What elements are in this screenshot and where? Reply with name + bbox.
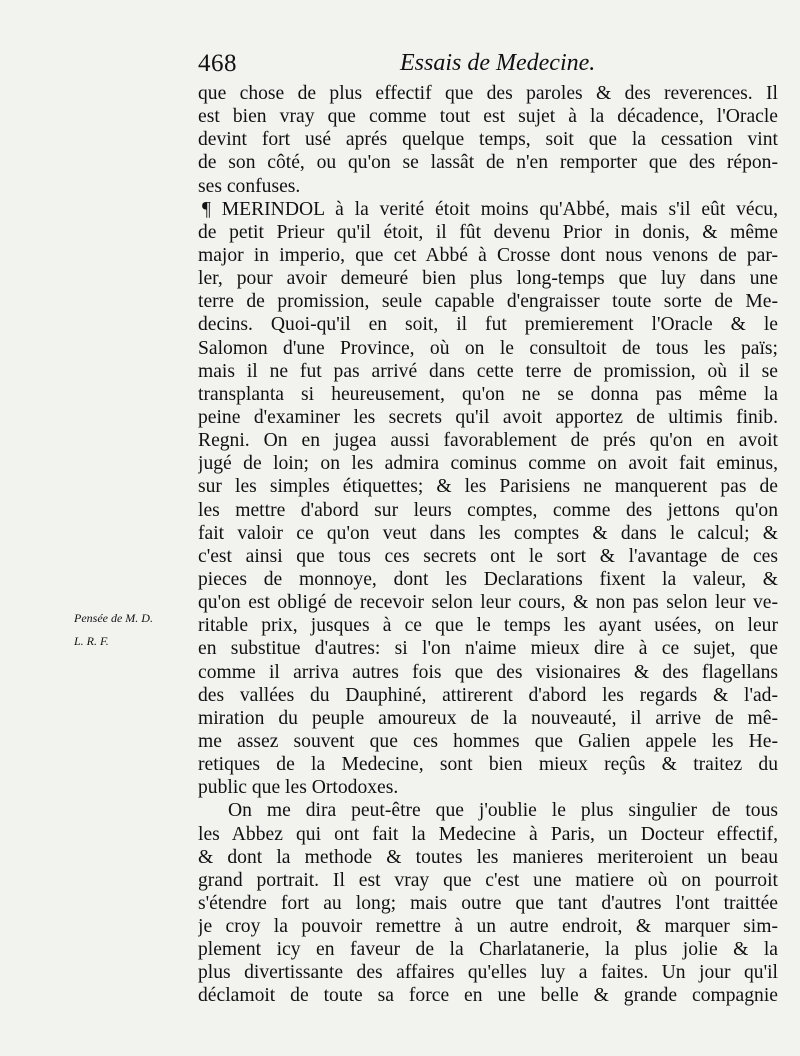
text-line: je croy la pouvoir remettre à un autre endroit, & marquer sim- xyxy=(198,916,778,938)
text-line: miration du peuple amoureux de la nouveauté, il arrive de mê- xyxy=(198,707,778,729)
text-line: ses confuses. xyxy=(198,175,301,197)
text-line: de petit Prieur qu'il étoit, il fût devenu Prior in donis, & même xyxy=(198,221,778,243)
text-line: les Abbez qui ont fait la Medecine à Paris, un Docteur effectif, xyxy=(198,823,778,845)
text-line: grand portrait. Il est vray que c'est une matiere où on pourroit xyxy=(198,869,778,891)
margin-note-line: L. R. F. xyxy=(74,634,109,648)
text-line: retiques de la Medecine, sont bien mieux reçûs & traitez du xyxy=(198,754,778,776)
text-line: public que les Ortodoxes. xyxy=(198,777,399,799)
margin-note-line: Pensée de M. D. xyxy=(74,611,153,625)
text-line: Salomon d'une Province, où on le consultoit de tous les païs; xyxy=(198,337,778,359)
text-line: que chose de plus effectif que des paroles & des reverences. Il xyxy=(198,83,778,104)
paragraph-start-line: ¶ MERINDOL à la verité étoit moins qu'Abbé, mais s'il eût vécu, xyxy=(202,198,778,220)
text-line: déclamoit de toute sa force en une belle & grande compagnie xyxy=(198,985,778,1007)
margin-note xyxy=(74,607,194,653)
body-text xyxy=(198,82,778,1008)
text-line: mais il ne fut pas arrivé dans cette terre de promission, où il se xyxy=(198,360,778,382)
text-line: me assez souvent que ces hommes que Galien appele les He- xyxy=(198,730,778,752)
text-line: en substitue d'autres: si l'on n'aime mieux dire à ce sujet, que xyxy=(198,638,778,660)
text-line: de son côté, ou qu'on se lassât de n'en remporter que des répon- xyxy=(198,152,778,174)
text-line: c'est ainsi que tous ces secrets ont le sort & l'avantage de ces xyxy=(198,545,778,567)
text-line: decins. Quoi-qu'il en soit, il fut premierement l'Oracle & le xyxy=(198,314,778,336)
text-line: les mettre d'abord sur leurs comptes, comme des jettons qu'on xyxy=(198,499,778,521)
text-line: fait valoir ce qu'on veut dans les comptes & dans le calcul; & xyxy=(198,522,778,544)
text-line: Regni. On en jugea aussi favorablement de prés qu'on en avoit xyxy=(198,430,778,452)
text-line: s'étendre fort au long; mais outre que tant d'autres l'ont traittée xyxy=(198,892,778,914)
text-line: sur les simples étiquettes; & les Parisiens ne manquerent pas de xyxy=(198,476,778,498)
text-line: ler, pour avoir demeuré bien plus long-temps que luy dans une xyxy=(198,268,778,290)
running-title: Essais de Medecine. xyxy=(400,50,596,76)
text-line: devint fort usé aprés quelque temps, soit que la cessation vint xyxy=(198,129,778,151)
paragraph-start-line: On me dira peut-être que j'oublie le plus singulier de tous xyxy=(228,800,778,822)
text-line: ritable prix, jusques à ce que le temps les ayant usées, on leur xyxy=(198,615,778,637)
text-line: jugé de loin; on les admira cominus comme on avoit fait eminus, xyxy=(198,453,778,475)
page-number: 468 xyxy=(198,50,237,77)
text-line: des vallées du Dauphiné, attirerent d'abord les regards & l'ad- xyxy=(198,684,778,706)
text-line: & dont la methode & toutes les manieres meriteroient un beau xyxy=(198,846,778,868)
page-header xyxy=(198,50,778,80)
text-line: major in imperio, que cet Abbé à Crosse dont nous venons de par- xyxy=(198,244,778,266)
text-line: plus divertissante des affaires qu'elles luy a faites. Un jour qu'il xyxy=(198,962,778,984)
text-line: comme il arriva autres fois que des visionaires & des flagellans xyxy=(198,661,778,683)
text-line: plement icy en faveur de la Charlatanerie, la plus jolie & la xyxy=(198,939,778,961)
text-line: pieces de monnoye, dont les Declarations fixent la valeur, & xyxy=(198,568,778,590)
text-line: est bien vray que comme tout est sujet à la décadence, l'Oracle xyxy=(198,106,778,128)
text-line: terre de promission, seule capable d'engraisser toute sorte de Me- xyxy=(198,291,778,313)
text-line: qu'on est obligé de recevoir selon leur cours, & non pas selon leur ve- xyxy=(198,592,778,614)
text-line: transplanta si heureusement, qu'on ne se donna pas même la xyxy=(198,383,778,405)
text-line: peine d'examiner les secrets qu'il avoit apportez de ultimis finib. xyxy=(198,406,778,428)
